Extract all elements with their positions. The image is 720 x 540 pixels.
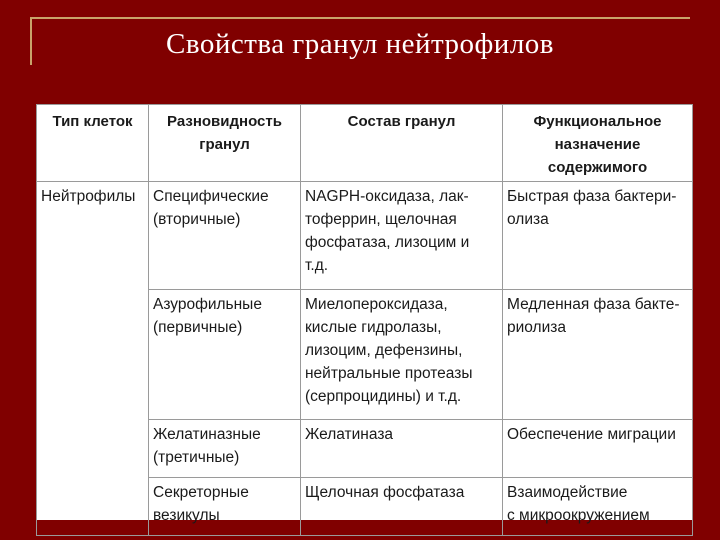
header-granule-type: Разновидность гранул (149, 105, 301, 182)
frame-top-line (30, 17, 690, 19)
empty-cell (37, 420, 149, 478)
header-function: Функциональное назначение содержимого (503, 105, 693, 182)
granules-table (36, 104, 693, 536)
granule-cell: Азурофильные (первичные) (149, 290, 301, 420)
slide-title: Свойства гранул нейтрофилов (166, 28, 554, 60)
function-cell: Взаимодействие с микроокружением (503, 478, 693, 536)
table-row (37, 290, 693, 420)
composition-cell: NAGPH-оксидаза, лак- тоферрин, щелочная фосфатаза, лизоцим и т.д. (301, 182, 503, 290)
table-row (37, 478, 693, 536)
empty-cell (37, 290, 149, 420)
granule-cell: Секреторные везикулы (149, 478, 301, 536)
header-cell-type: Тип клеток (37, 105, 149, 182)
function-cell: Быстрая фаза бактери- олиза (503, 182, 693, 290)
empty-cell (37, 478, 149, 536)
composition-cell: Щелочная фосфатаза (301, 478, 503, 536)
header-composition: Состав гранул (301, 105, 503, 182)
table-panel (36, 104, 692, 524)
cell-type: Нейтрофилы (37, 182, 149, 290)
table-row (37, 182, 693, 290)
table-row (37, 420, 693, 478)
table-header-row (37, 105, 693, 182)
composition-cell: Желатиназа (301, 420, 503, 478)
composition-cell: Миелопероксидаза, кислые гидролазы, лизоцим, дефензины, нейтральные протеазы (серпроцидины) и т.д. (301, 290, 503, 420)
granule-cell: Специфические (вторичные) (149, 182, 301, 290)
function-cell: Медленная фаза бакте- риолиза (503, 290, 693, 420)
function-cell: Обеспечение миграции (503, 420, 693, 478)
granule-cell: Желатиназные (третичные) (149, 420, 301, 478)
